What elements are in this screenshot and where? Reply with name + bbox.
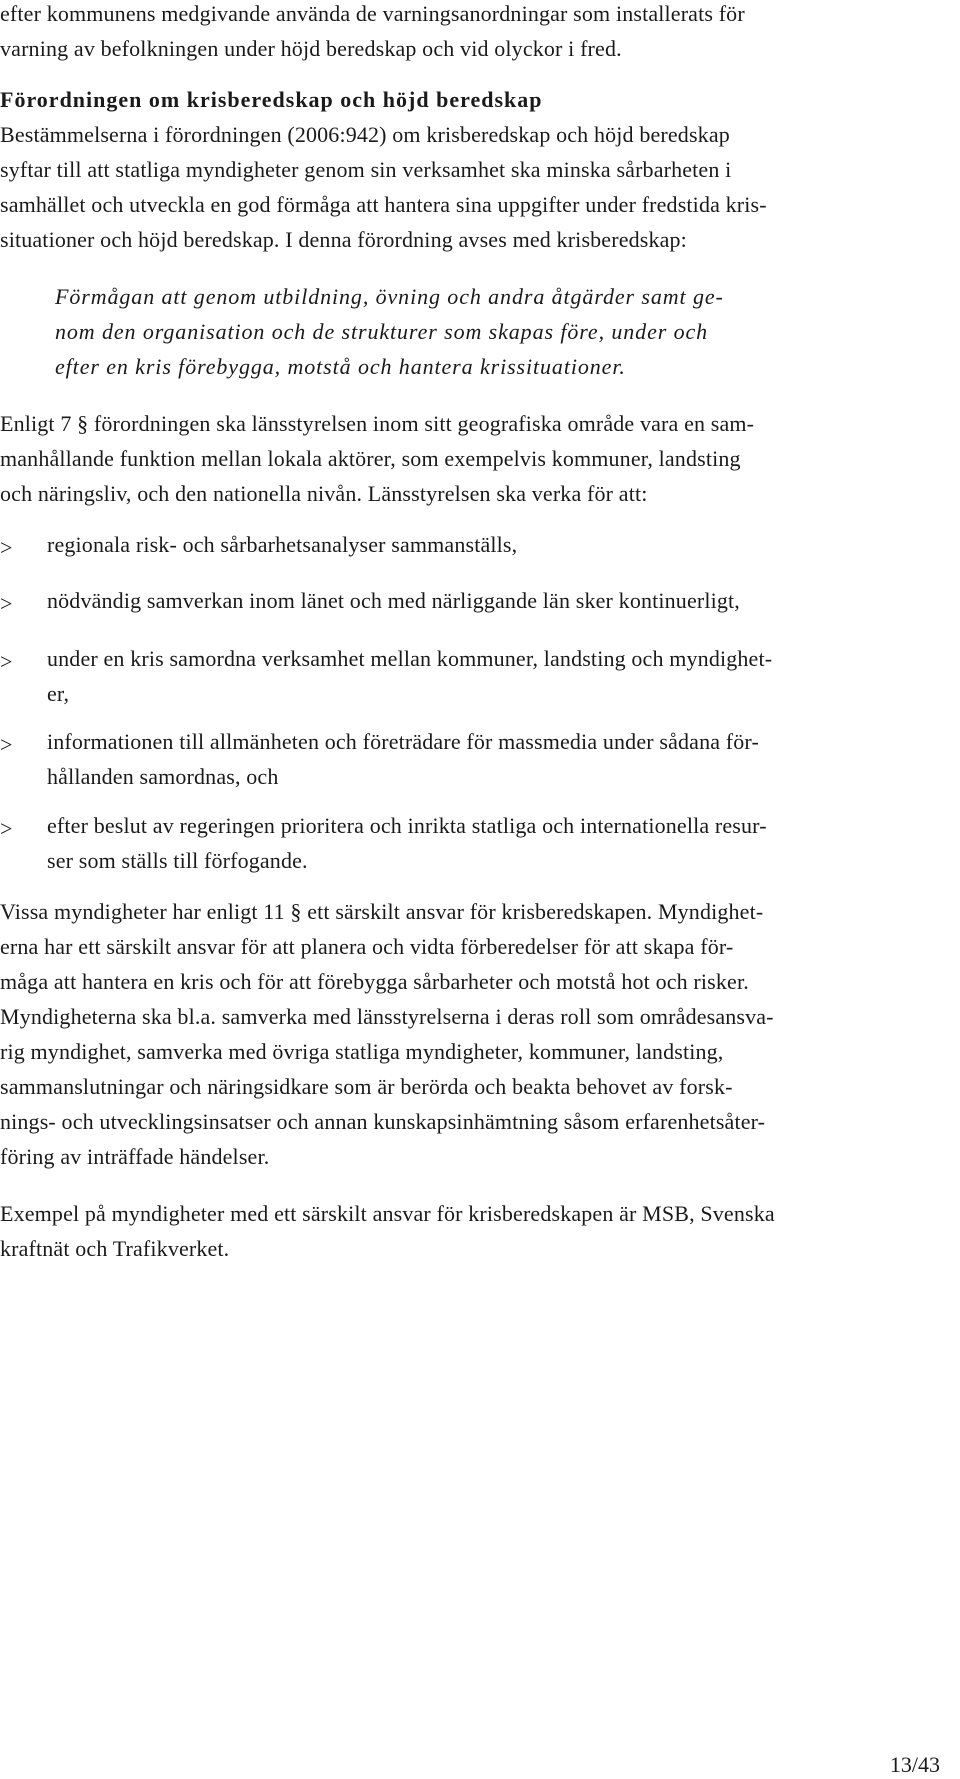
paragraph-line: måga att hantera en kris och för att förebygga sårbarheter och motstå hot och risker. xyxy=(0,969,749,994)
paragraph-line: nings- och utvecklingsinsatser och annan kunskapsinhämtning såsom erfarenhetsåter- xyxy=(0,1109,766,1134)
paragraph-line: och näringsliv, och den nationella nivån. Länsstyrelsen ska verka för att: xyxy=(0,481,648,506)
paragraph-line: Bestämmelserna i förordningen (2006:942) om krisberedskap och höjd beredskap xyxy=(0,122,730,147)
bullet-marker: > xyxy=(0,649,13,674)
list-item-text: under en kris samordna verksamhet mellan kommuner, landsting och myndighet- xyxy=(47,646,773,671)
definition-quote-line: efter en kris förebygga, motstå och hantera krissituationer. xyxy=(55,354,626,379)
paragraph-line: syftar till att statliga myndigheter genom sin verksamhet ska minska sårbarheten i xyxy=(0,157,732,182)
section-heading: Förordningen om krisberedskap och höjd beredskap xyxy=(0,87,543,112)
bullet-marker: > xyxy=(0,535,13,560)
list-item-text: hållanden samordnas, och xyxy=(47,764,279,789)
paragraph-line: föring av inträffade händelser. xyxy=(0,1144,270,1169)
list-item-text: er, xyxy=(47,681,70,706)
list-item-text: efter beslut av regeringen prioritera och inrikta statliga och internationella resur- xyxy=(47,813,767,838)
bullet-marker: > xyxy=(0,816,13,841)
list-item-text: ser som ställs till förfogande. xyxy=(47,848,308,873)
paragraph-line: Exempel på myndigheter med ett särskilt ansvar för krisberedskapen är MSB, Svenska xyxy=(0,1201,775,1226)
definition-quote-line: nom den organisation och de strukturer som skapas före, under och xyxy=(55,319,709,344)
paragraph-line: Myndigheterna ska bl.a. samverka med länsstyrelserna i deras roll som områdesansva- xyxy=(0,1004,774,1029)
page-number: 13/43 xyxy=(889,1752,940,1777)
paragraph-line: samhället och utveckla en god förmåga att hantera sina uppgifter under fredstida kris- xyxy=(0,192,767,217)
paragraph-line: Vissa myndigheter har enligt 11 § ett särskilt ansvar för krisberedskapen. Myndighet- xyxy=(0,899,764,924)
list-item-text: regionala risk- och sårbarhetsanalyser sammanställs, xyxy=(47,532,518,557)
paragraph-line: rig myndighet, samverka med övriga statliga myndigheter, kommuner, landsting, xyxy=(0,1039,724,1064)
intro-line: efter kommunens medgivande använda de varningsanordningar som installerats för xyxy=(0,1,745,26)
bullet-marker: > xyxy=(0,732,13,757)
list-item-text: informationen till allmänheten och företrädare för massmedia under sådana för- xyxy=(47,729,759,754)
paragraph-line: Enligt 7 § förordningen ska länsstyrelsen inom sitt geografiska område vara en sam- xyxy=(0,411,755,436)
intro-line: varning av befolkningen under höjd beredskap och vid olyckor i fred. xyxy=(0,36,622,61)
paragraph-line: kraftnät och Trafikverket. xyxy=(0,1236,230,1261)
list-item-text: nödvändig samverkan inom länet och med närliggande län sker kontinuerligt, xyxy=(47,588,740,613)
definition-quote-line: Förmågan att genom utbildning, övning och andra åtgärder samt ge- xyxy=(55,284,724,309)
paragraph-line: erna har ett särskilt ansvar för att planera och vidta förberedelser för att skapa för- xyxy=(0,934,734,959)
paragraph-line: sammanslutningar och näringsidkare som är berörda och beakta behovet av forsk- xyxy=(0,1074,733,1099)
bullet-marker: > xyxy=(0,591,13,616)
paragraph-line: situationer och höjd beredskap. I denna förordning avses med krisberedskap: xyxy=(0,227,687,252)
paragraph-line: manhållande funktion mellan lokala aktörer, som exempelvis kommuner, landsting xyxy=(0,446,741,471)
